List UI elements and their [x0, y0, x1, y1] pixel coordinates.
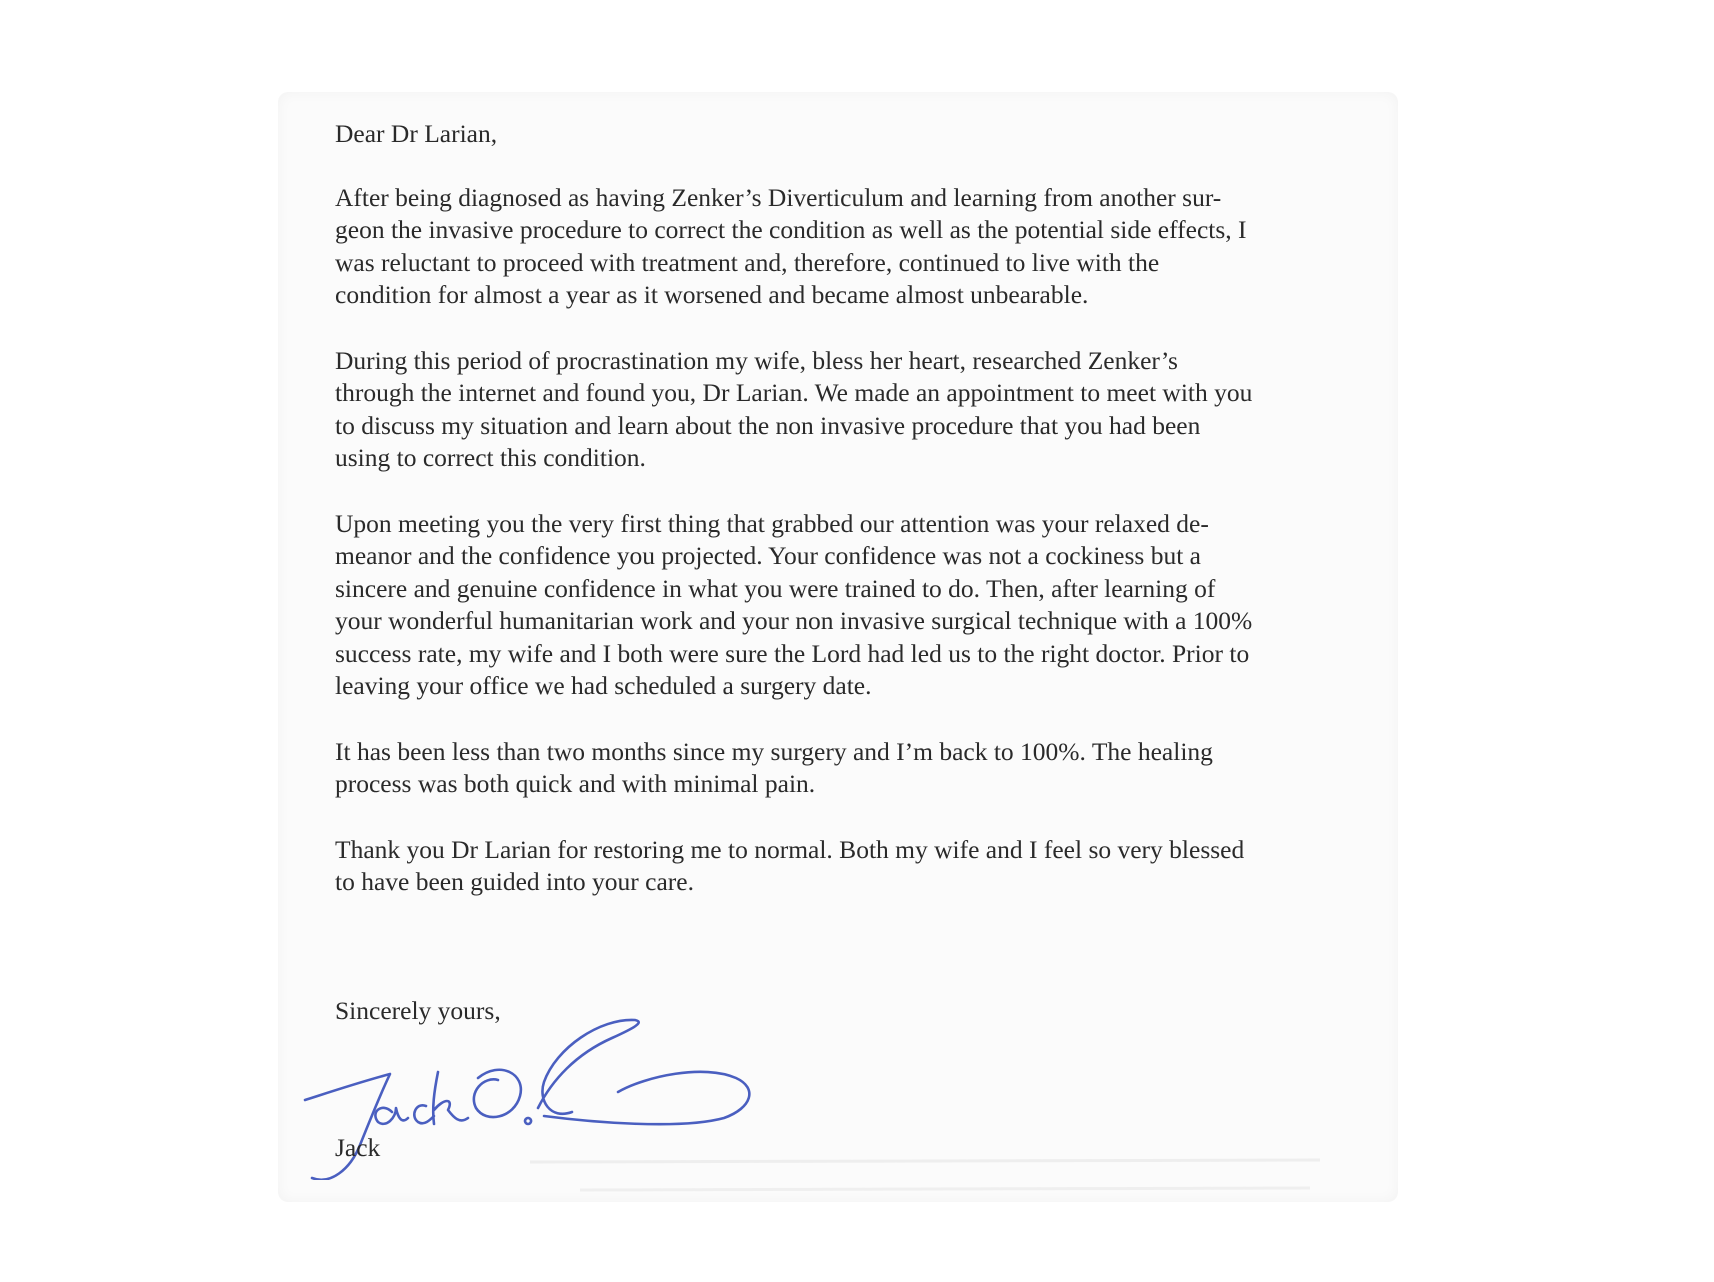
paragraph [335, 834, 1385, 899]
signer-name: Jack [335, 1133, 381, 1162]
paragraph-line: using to correct this condition. [335, 443, 646, 472]
paragraph [335, 182, 1385, 312]
paragraph-line: to have been guided into your care. [335, 867, 694, 896]
closing: Sincerely yours, [335, 996, 501, 1025]
paragraph-line: your wonderful humanitarian work and your non invasive surgical technique with a 100% [335, 606, 1253, 635]
paragraph-line: leaving your office we had scheduled a surgery date. [335, 671, 872, 700]
paragraph [335, 345, 1385, 475]
paragraph-line: through the internet and found you, Dr Larian. We made an appointment to meet with you [335, 378, 1253, 407]
signature-stroke [433, 1072, 468, 1124]
signature-stroke [305, 1074, 390, 1180]
paragraph-line: sincere and genuine confidence in what you were trained to do. Then, after learning of [335, 573, 1216, 603]
signature-stroke [538, 1020, 639, 1114]
signature-stroke [544, 1072, 749, 1124]
paragraph-line: geon the invasive procedure to correct the condition as well as the potential side effects, I [335, 215, 1247, 244]
paragraph-line: After being diagnosed as having Zenker’s Diverticulum and learning from another sur- [335, 182, 1222, 212]
paragraph-line: was reluctant to proceed with treatment and, therefore, continued to live with the [335, 247, 1160, 277]
signature-stroke [414, 1105, 434, 1123]
paragraph-line: condition for almost a year as it worsened and became almost unbearable. [335, 280, 1089, 309]
paragraph-line: Upon meeting you the very first thing that grabbed our attention was your relaxed de- [335, 508, 1209, 538]
paragraph [335, 736, 1385, 801]
paragraph-line: It has been less than two months since my surgery and I’m back to 100%. The healing [335, 736, 1213, 766]
signature-stroke [525, 1118, 531, 1124]
letter-body [335, 118, 1385, 932]
signature-stroke [474, 1070, 521, 1117]
paragraph-line: process was both quick and with minimal pain. [335, 769, 816, 798]
signature-stroke [375, 1108, 408, 1124]
paragraph-line: During this period of procrastination my wife, bless her heart, researched Zenker’s [335, 345, 1178, 375]
paragraph-line: meanor and the confidence you projected. Your confidence was not a cockiness but a [335, 541, 1202, 570]
salutation: Dear Dr Larian, [335, 119, 498, 148]
paragraph-line: Thank you Dr Larian for restoring me to normal. Both my wife and I feel so very blessed [335, 834, 1245, 864]
paragraph-line: to discuss my situation and learn about the non invasive procedure that you had been [335, 410, 1201, 440]
paragraph-line: success rate, my wife and I both were sure the Lord had led us to the right doctor. Prior to [335, 638, 1250, 668]
paragraph [335, 508, 1385, 703]
